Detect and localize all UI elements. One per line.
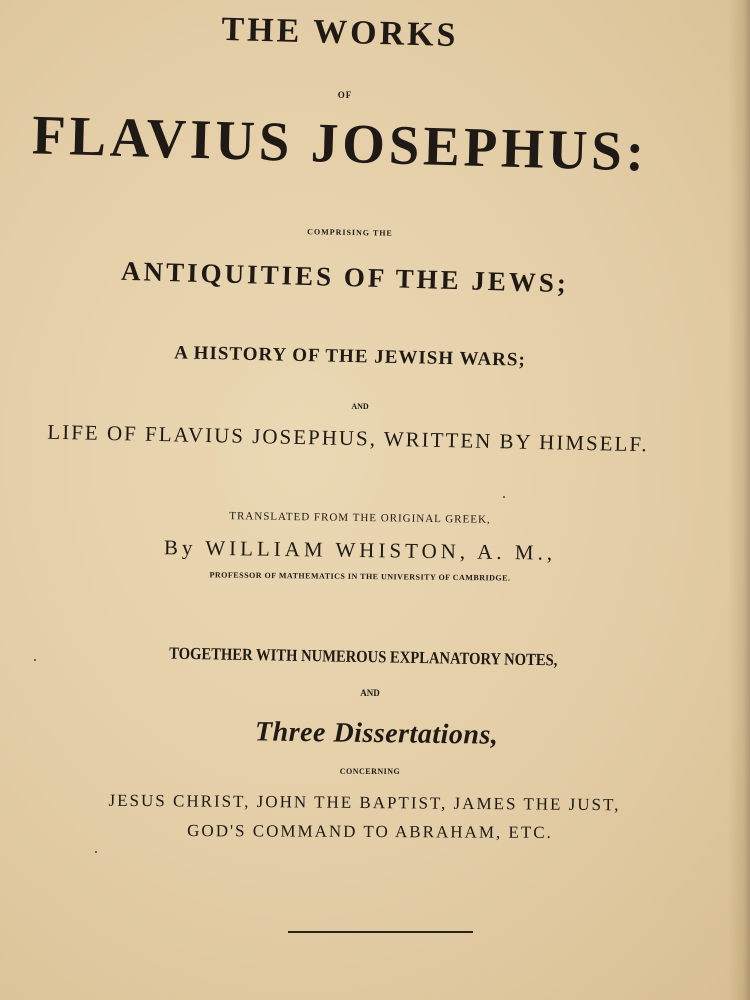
of-text: OF [337, 90, 353, 100]
and-text-2: AND [360, 688, 380, 698]
paper-speck [34, 659, 36, 661]
paper-speck [503, 496, 505, 498]
works-heading: THE WORKS [221, 10, 459, 55]
page-edge-shadow [728, 0, 750, 1000]
horizontal-rule [288, 931, 473, 933]
notes-text: TOGETHER WITH NUMEROUS EXPLANATORY NOTES, [169, 643, 558, 670]
and-text-1: AND [351, 402, 369, 411]
concerning-text: CONCERNING [339, 767, 401, 776]
antiquities-title: ANTIQUITIES OF THE JEWS; [120, 255, 570, 299]
translator-credentials: PROFESSOR OF MATHEMATICS IN THE UNIVERSITY OF CAMBRIDGE. [209, 570, 511, 583]
translator-name: By WILLIAM WHISTON, A. M., [163, 535, 557, 565]
comprising-text: COMPRISING THE [307, 227, 393, 238]
subjects-line-2: GOD'S COMMAND TO ABRAHAM, ETC. [187, 821, 553, 842]
author-title: FLAVIUS JOSEPHUS: [31, 104, 649, 184]
translated-text: TRANSLATED FROM THE ORIGINAL GREEK, [229, 510, 491, 526]
paper-speck [95, 851, 97, 853]
subjects-line-1: JESUS CHRIST, JOHN THE BAPTIST, JAMES THE JUST, [108, 790, 621, 815]
dissertations-title: Three Dissertations, [254, 716, 499, 751]
history-title: A HISTORY OF THE JEWISH WARS; [174, 342, 526, 371]
life-title: LIFE OF FLAVIUS JOSEPHUS, WRITTEN BY HIMSELF. [47, 419, 649, 457]
